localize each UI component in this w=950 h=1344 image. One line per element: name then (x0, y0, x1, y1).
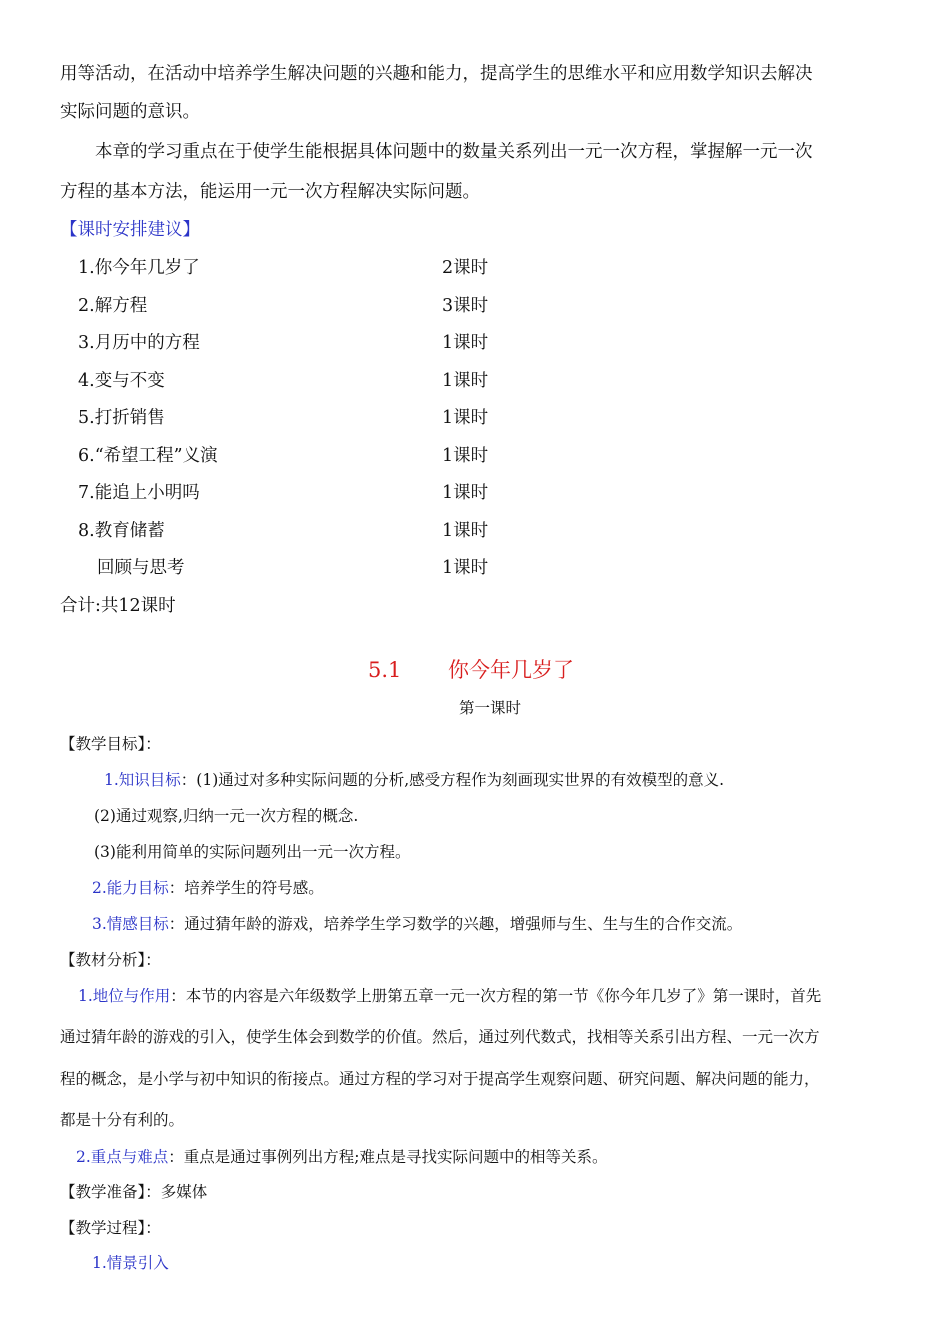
analysis-role-text: ：本节的内容是六年级数学上册第五章一元一次方程的第一节《你今年几岁了》第一课时，首先 (170, 987, 822, 1005)
analysis-key-label: 2.重点与难点 (76, 1148, 169, 1166)
analysis-role-label: 1.地位与作用 (78, 987, 171, 1005)
schedule-item-label: 2.解方程 (78, 296, 148, 316)
schedule-heading: 【课时安排建议】 (60, 220, 200, 240)
analysis-role (78, 989, 821, 1005)
schedule-item-hours: 1课时 (442, 371, 489, 391)
section-number: 5.1 (368, 658, 402, 682)
schedule-item-label: 7.能追上小明吗 (78, 483, 200, 503)
analysis-heading: 【教材分析】： (60, 951, 161, 969)
emotion-objective-label: 3.情感目标 (92, 915, 169, 933)
ability-objective-text: ：培养学生的符号感。 (168, 879, 324, 897)
schedule-item-label: 8.教育储蓄 (78, 521, 165, 541)
schedule-item-hours: 1课时 (442, 446, 489, 466)
ability-objective (92, 881, 324, 897)
knowledge-objective-item-2: (2)通过观察,归纳一元一次方程的概念. (94, 807, 359, 825)
analysis-key-text: ：重点是通过事例列出方程;难点是寻找实际问题中的相等关系。 (168, 1148, 608, 1166)
schedule-item-label: 6.“希望工程”义演 (78, 446, 218, 466)
schedule-item-hours: 1课时 (442, 333, 489, 353)
schedule-item-hours: 1课时 (442, 558, 489, 578)
analysis-key-points (76, 1150, 608, 1166)
knowledge-objective-item-3: (3)能利用简单的实际问题列出一元一次方程。 (94, 843, 411, 861)
preparation (60, 1185, 207, 1201)
schedule-total: 合计:共12课时 (60, 596, 176, 616)
schedule-item-hours: 1课时 (442, 521, 489, 541)
preparation-text: 多媒体 (160, 1183, 208, 1201)
schedule-item-hours: 3课时 (442, 296, 489, 316)
intro-paragraph-1-line-2: 实际问题的意识。 (60, 102, 200, 122)
knowledge-objective (104, 773, 724, 789)
section-subtitle: 第一课时 (459, 699, 522, 717)
analysis-line-4: 都是十分有利的。 (60, 1111, 185, 1129)
intro-paragraph-1-line-1: 用等活动，在活动中培养学生解决问题的兴趣和能力，提高学生的思维水平和应用数学知识去解决 (60, 64, 813, 84)
schedule-item-hours: 1课时 (442, 408, 489, 428)
emotion-objective-text: ：通过猜年龄的游戏，培养学生学习数学的兴趣，增强师与生、生与生的合作交流。 (168, 915, 743, 933)
section-title: 你今年几岁了 (448, 658, 574, 682)
schedule-item-label: 1.你今年几岁了 (78, 258, 200, 278)
knowledge-objective-label: 1.知识目标 (104, 771, 181, 789)
preparation-heading: 【教学准备】： (60, 1183, 161, 1201)
ability-objective-label: 2.能力目标 (92, 879, 169, 897)
schedule-item-label: 5.打折销售 (78, 408, 165, 428)
intro-paragraph-2-line-1: 本章的学习重点在于使学生能根据具体问题中的数量关系列出一元一次方程，掌握解一元一次 (95, 142, 813, 162)
objectives-heading: 【教学目标】： (60, 735, 161, 753)
schedule-item-label: 回顾与思考 (97, 558, 185, 578)
analysis-line-3: 程的概念，是小学与初中知识的衔接点。通过方程的学习对于提高学生观察问题、研究问题、解决问题的能力， (60, 1070, 820, 1088)
schedule-item-label: 3.月历中的方程 (78, 333, 200, 353)
emotion-objective (92, 917, 742, 933)
schedule-item-label: 4.变与不变 (78, 371, 165, 391)
knowledge-objective-text: ：(1)通过对多种实际问题的分析,感受方程作为刻画现实世界的有效模型的意义. (180, 771, 725, 789)
schedule-item-hours: 1课时 (442, 483, 489, 503)
process-heading: 【教学过程】： (60, 1219, 161, 1237)
schedule-item-hours: 2课时 (442, 258, 489, 278)
process-step-1: 1.情景引入 (92, 1254, 169, 1272)
intro-paragraph-2-line-2: 方程的基本方法，能运用一元一次方程解决实际问题。 (60, 182, 480, 202)
analysis-line-2: 通过猜年龄的游戏的引入，使学生体会到数学的价值。然后，通过列代数式，找相等关系引出方程、一元一次方 (60, 1028, 820, 1046)
